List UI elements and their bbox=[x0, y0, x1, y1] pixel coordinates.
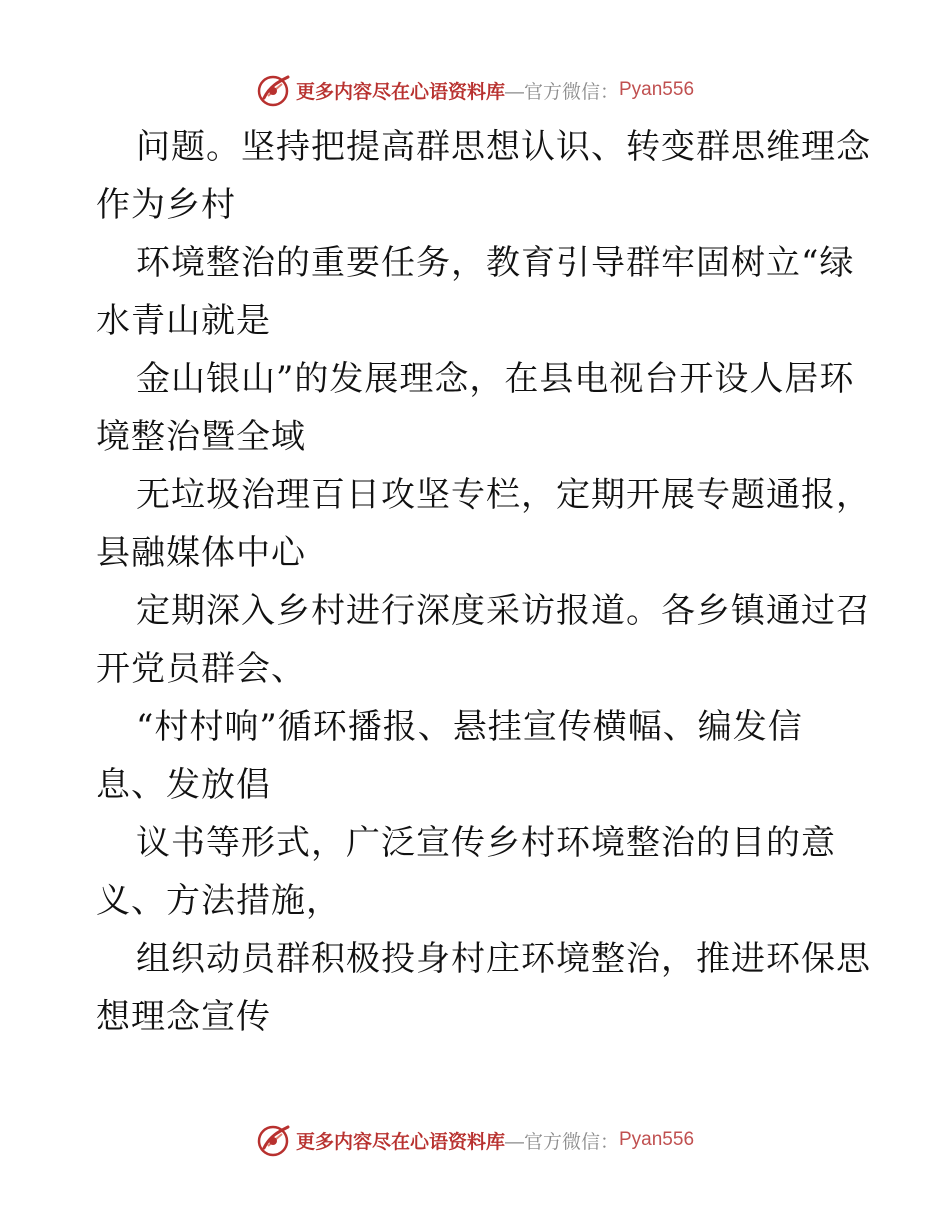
paragraph-line: 定期深入乡村进行深度采访报道。各乡镇通过召 bbox=[136, 591, 871, 631]
watermark-separator: —官方微信： bbox=[504, 1131, 619, 1153]
paragraph-line: 无垃圾治理百日攻坚专栏，定期开展专题通报， bbox=[136, 475, 871, 515]
watermark-text: 更多内容尽在心语资料库 bbox=[295, 1130, 505, 1153]
watermark-account: Pyan556 bbox=[619, 1129, 695, 1150]
paragraph-line: 议书等形式，广泛宣传乡村环境整治的目的意 bbox=[136, 823, 836, 863]
paragraph-line: 境整治暨全域 bbox=[96, 417, 306, 457]
library-logo-icon bbox=[256, 1122, 292, 1158]
document-body bbox=[96, 118, 871, 1046]
paragraph-line: 问题。坚持把提高群思想认识、转变群思维理念 bbox=[136, 127, 871, 167]
paragraph-line: 水青山就是 bbox=[96, 301, 271, 341]
paragraph bbox=[96, 466, 871, 582]
paragraph bbox=[96, 582, 871, 698]
footer-watermark bbox=[0, 1120, 950, 1160]
paragraph-line: 息、发放倡 bbox=[96, 765, 271, 805]
paragraph-line: 开党员群会、 bbox=[96, 649, 306, 689]
paragraph bbox=[96, 698, 856, 814]
paragraph bbox=[96, 814, 856, 930]
paragraph-line: 组织动员群积极投身村庄环境整治，推进环保思 bbox=[136, 939, 871, 979]
watermark-text: 更多内容尽在心语资料库 bbox=[295, 80, 505, 103]
paragraph-line: 想理念宣传 bbox=[96, 997, 271, 1037]
paragraph-line: “村村响”循环播报、悬挂宣传横幅、编发信 bbox=[136, 707, 803, 747]
paragraph bbox=[96, 930, 871, 1046]
header-watermark bbox=[0, 70, 950, 110]
paragraph-line: 环境整治的重要任务，教育引导群牢固树立“绿 bbox=[136, 243, 855, 283]
paragraph-line: 金山银山”的发展理念，在县电视台开设人居环 bbox=[136, 359, 855, 399]
paragraph bbox=[96, 350, 856, 466]
paragraph-line: 作为乡村 bbox=[96, 185, 236, 225]
paragraph bbox=[96, 234, 856, 350]
library-logo-icon bbox=[256, 72, 292, 108]
watermark-account: Pyan556 bbox=[619, 79, 695, 100]
paragraph-line: 县融媒体中心 bbox=[96, 533, 306, 573]
paragraph bbox=[96, 118, 871, 234]
paragraph-line: 义、方法措施， bbox=[96, 881, 341, 921]
watermark-separator: —官方微信： bbox=[504, 81, 619, 103]
